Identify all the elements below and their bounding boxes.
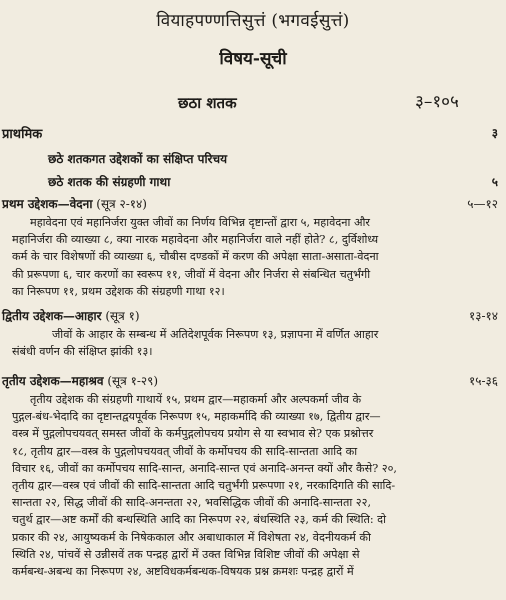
uddeshaka-sutra: (सूत्र २-१४) — [96, 197, 147, 211]
uddeshaka-summary — [12, 391, 498, 580]
uddeshaka-pages: ५—१२ — [467, 197, 498, 211]
uddeshaka-summary — [12, 214, 498, 300]
summary-line: जीवों के आहार के सम्बन्ध में अतिदेशपूर्वक निरूपण १३, प्रज्ञापना में वर्णित आहार — [52, 328, 379, 341]
summary-line: विचार १६, जीवों का कर्मोपचय सादि-सान्त, अनादि-सान्त एवं अनादि-अनन्त क्यों और कैसे? २०, — [12, 461, 397, 475]
section-page-range: ३–१०५ — [415, 92, 459, 112]
summary-line: का निरूपण ११, प्रथम उद्देशक की संग्रहणी गाथा १२। — [12, 284, 225, 298]
preliminary-item: छठे शतकगत उद्देशकों का संक्षिप्त परिचय — [48, 152, 228, 166]
uddeshaka-title: द्वितीय उद्देशक—आहार — [2, 309, 102, 323]
summary-line: चतुर्थ द्वार—अष्ट कर्मों की बन्धस्थिति आदि का निरूपण २२, बंधस्थिति २३, कर्म की स्थिति: दो — [12, 513, 387, 527]
summary-line: प्रकार की २४, आयुष्यकर्म के निषेककाल और अबाधाकाल में विशेषता २४, वेदनीयकर्म की — [12, 530, 371, 544]
summary-line: संबंधी वर्णन की संक्षिप्त झांकी १३। — [12, 345, 153, 359]
preliminary-item-page: ५ — [491, 175, 498, 189]
summary-line: महावेदना एवं महानिर्जरा युक्त जीवों का निर्णय विभिन्न दृष्टान्तों द्वारा ५, महावेदना और — [30, 216, 370, 229]
uddeshaka-sutra: (सूत्र १) — [105, 309, 140, 323]
uddeshaka-heading — [2, 372, 158, 389]
summary-line: कर्मबन्ध-अबन्ध का निरूपण २४, अष्टविधकर्मबन्धक-विषयक प्रश्न क्रमशः पन्द्रह द्वारों में — [12, 565, 354, 579]
summary-line: महानिर्जरा की व्याख्या ८, क्या नारक महावेदना और महानिर्जरा वाले नहीं होते? ८, दुर्विशोध्य — [12, 233, 379, 247]
summary-line: १८, तृतीय द्वार—वस्त्र के पुद्गलोपचयवत् जीवों के कर्मोपचय की सादि-सान्तता आदि का — [12, 444, 358, 458]
uddeshaka-title: तृतीय उद्देशक—महाश्रव — [2, 374, 104, 388]
preliminary-label: प्राथमिक — [2, 127, 43, 142]
preliminary-page: ३ — [491, 126, 498, 140]
uddeshaka-title: प्रथम उद्देशक—वेदना — [2, 197, 93, 211]
uddeshaka-sutra: (सूत्र १-२९) — [107, 374, 159, 388]
summary-line: तृतीय द्वार—वस्त्र एवं जीवों की सादि-सान्तता आदि चतुर्भंगी प्ररूपणा २१, नरकादिगति की सादि- — [12, 479, 396, 493]
summary-line: कर्म के चार विशेषणों की व्याख्या ६, चौबीस दण्डकों में करण की अपेक्षा साता-असाता-वेदना — [12, 250, 379, 264]
summary-line: सान्तता २२, सिद्ध जीवों की सादि-अनन्तता २२, भवसिद्धिक जीवों की अनादि-सान्तता २२, — [12, 496, 371, 510]
section-title: छठा शतक — [178, 94, 237, 112]
summary-line: की प्ररूपणा ६, चार करणों का स्वरूप ११, जीवों में वेदना और निर्जरा से संबन्धित चतुर्भंगी — [12, 267, 371, 281]
preliminary-item: छठे शतक की संग्रहणी गाथा — [48, 175, 171, 189]
uddeshaka-pages: १५-३६ — [468, 374, 498, 388]
summary-line: तृतीय उद्देशक की संग्रहणी गाथायें १५, प्रथम द्वार—महाकर्मा और अल्पकर्मा जीव के — [30, 393, 362, 406]
summary-line: पुद्गल-बंध-भेदादि का दृष्टान्तद्वयपूर्वक निरूपण १५, महाकर्मादि की व्याख्या १७, द्वितीय द्वार— — [12, 410, 381, 424]
summary-line: स्थिति २४, पांचवें से उन्नीसवें तक पन्द्रह द्वारों में उक्त विभिन्न विशिष्ट जीवों की अपेक्षा से — [12, 547, 360, 561]
book-title: वियाहपण्णत्तिसुत्तं (भगवईसुत्तं) — [156, 11, 350, 31]
contents-title: विषय-सूची — [219, 49, 287, 69]
uddeshaka-heading — [2, 307, 140, 324]
summary-line: वस्त्र में पुद्गलोपचयवत् समस्त जीवों के कर्मपुद्गलोपचय प्रयोग से या स्वभाव से? एक प्रश्नोत्तर — [12, 427, 374, 441]
uddeshaka-summary — [12, 326, 498, 360]
uddeshaka-heading — [2, 195, 147, 212]
uddeshaka-pages: १३-१४ — [468, 309, 498, 323]
